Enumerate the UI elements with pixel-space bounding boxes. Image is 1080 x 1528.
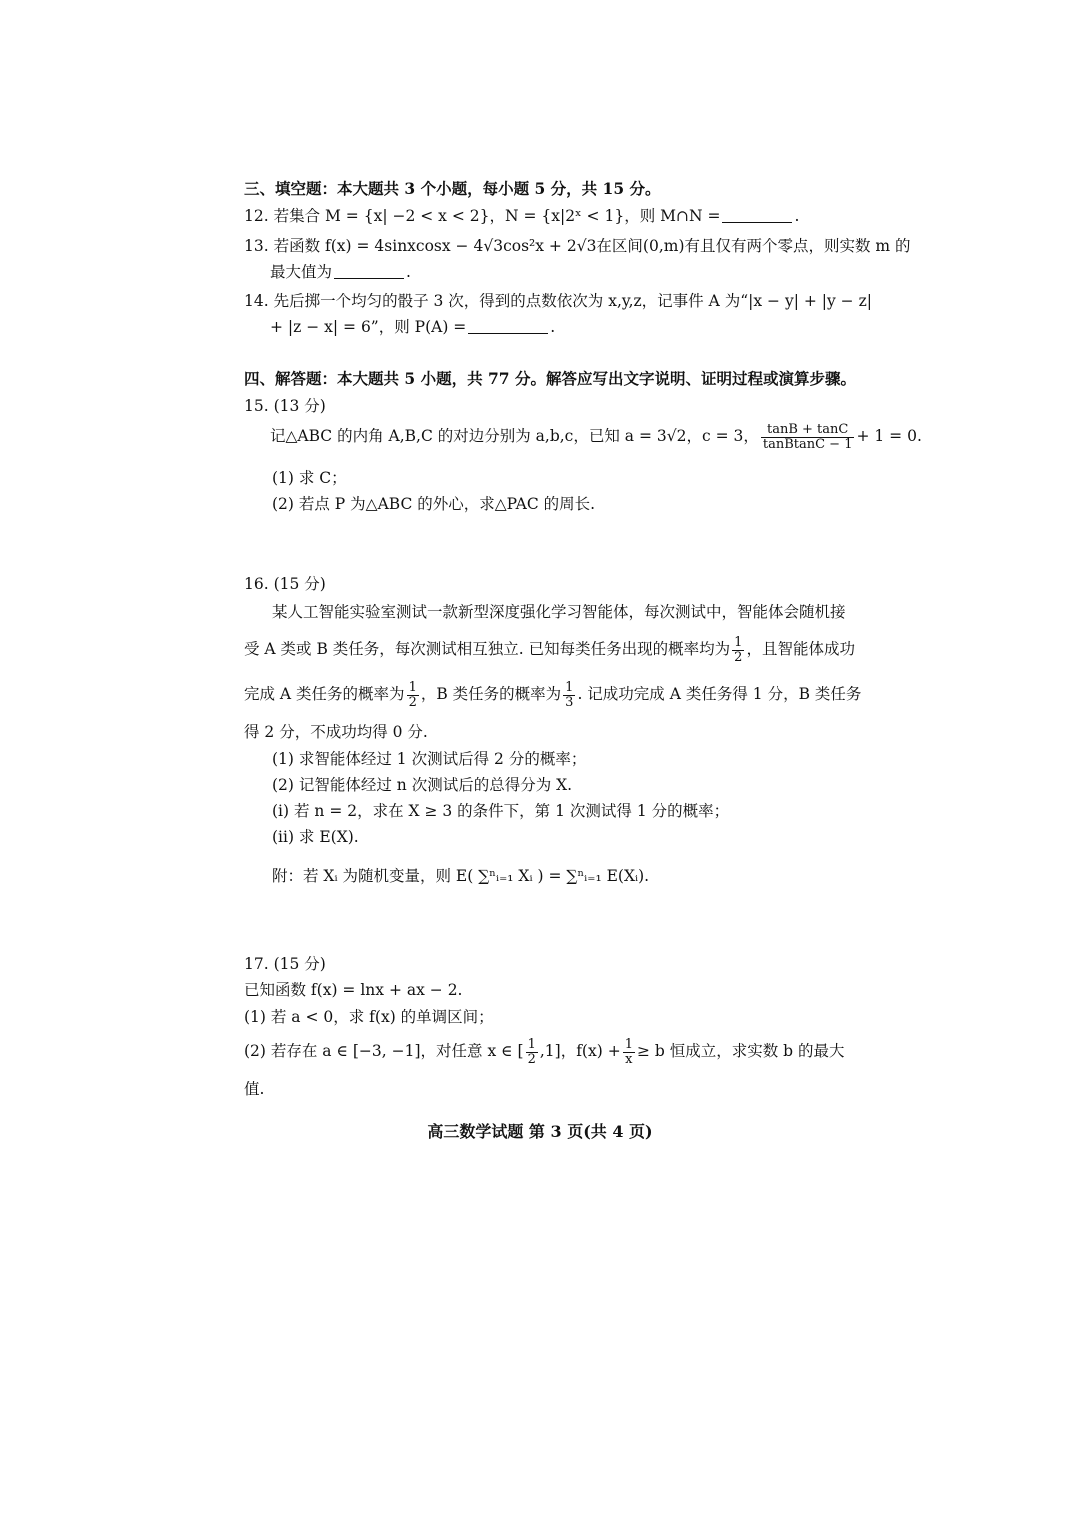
q15-stem-end: + 1 = 0. (856, 427, 922, 446)
q17-part2-end: ≥ b 恒成立，求实数 b 的最大 (636, 1042, 845, 1061)
q15-frac-numerator: tanB + tanC (761, 423, 855, 438)
q17-header: 17. (15 分) (244, 955, 326, 973)
q16-line4: 得 2 分，不成功均得 0 分. (244, 723, 428, 741)
q15-header: 15. (13 分) (244, 397, 326, 415)
q15-stem-text: 记△ABC 的内角 A,B,C 的对边分别为 a,b,c，已知 a = 3√2，c = 3， (270, 427, 759, 446)
q16-line2-text: 受 A 类或 B 类任务，每次测试相互独立. 已知每类任务出现的概率均为 (244, 640, 731, 659)
frac-denominator: 2 (408, 694, 417, 710)
q15-part2: (2) 若点 P 为△ABC 的外心，求△PAC 的周长. (272, 495, 596, 513)
q16-part2: (2) 记智能体经过 n 次测试后的总得分为 X. (272, 776, 573, 794)
frac-numerator: 1 (565, 680, 574, 695)
frac-numerator: 1 (408, 680, 417, 695)
frac-denominator: x (625, 1051, 633, 1067)
q12-end: . (794, 207, 800, 225)
q15-part1: (1) 求 C； (272, 469, 347, 487)
frac-denominator: 2 (734, 649, 743, 665)
q12-answer-blank (722, 208, 792, 223)
q17-part2-cont: 值. (244, 1080, 265, 1098)
q17-part2-text: (2) 若存在 a ∈ [−3, −1]，对任意 x ∈ [ (244, 1042, 524, 1061)
q16-line2 (244, 636, 855, 664)
q12-text: 12. 若集合 M = {x| −2 < x < 2}，N = {x|2ˣ < 1}，则 M∩N = (244, 207, 721, 225)
page-footer: 高三数学试题 第 3 页(共 4 页) (427, 1122, 653, 1141)
q17-frac-half (526, 1038, 538, 1066)
q14-line1: 14. 先后掷一个均匀的骰子 3 次，得到的点数依次为 x,y,z，记事件 A 为“|x − y| + |y − z| (244, 292, 872, 310)
q16-frac-third (563, 681, 575, 709)
q17-frac-one-over-x (623, 1038, 635, 1066)
section4-title: 四、解答题：本大题共 5 小题，共 77 分。解答应写出文字说明、证明过程或演算步骤。 (244, 369, 856, 388)
section3-title: 三、填空题：本大题共 3 个小题，每小题 5 分，共 15 分。 (244, 179, 661, 198)
q16-line2-end: ，且智能体成功 (746, 640, 855, 659)
q16-part2-i: (ⅰ) 若 n = 2，求在 X ≥ 3 的条件下，第 1 次测试得 1 分的概率； (272, 802, 730, 820)
q14-end: . (550, 318, 556, 336)
q13-answer-blank (334, 264, 404, 279)
q16-part2-ii: (ⅱ) 求 E(X). (272, 828, 359, 846)
q16-part1: (1) 求智能体经过 1 次测试后得 2 分的概率； (272, 750, 587, 768)
q17-part2 (244, 1038, 845, 1066)
q12-line (244, 207, 799, 226)
q14-line2 (270, 318, 555, 337)
q14-answer-blank (468, 319, 548, 334)
q15-frac-denominator: tanBtanC − 1 (762, 436, 853, 452)
q16-line3 (244, 681, 861, 709)
q16-frac-half (732, 636, 744, 664)
q16-line3-c: . 记成功完成 A 类任务得 1 分，B 类任务 (577, 685, 862, 704)
q13-line1: 13. 若函数 f(x) = 4sinxcosx − 4√3cos²x + 2√3在区间(0,m)有且仅有两个零点，则实数 m 的 (244, 237, 911, 255)
q17-part1: (1) 若 a < 0，求 f(x) 的单调区间； (244, 1008, 494, 1026)
q17-part2-mid: ,1]，f(x) + (539, 1042, 621, 1061)
q13-line2 (270, 263, 411, 282)
frac-numerator: 1 (734, 635, 743, 650)
frac-numerator: 1 (624, 1037, 633, 1052)
q16-line3-a: 完成 A 类任务的概率为 (244, 685, 405, 704)
q14-text2: + |z − x| = 6”，则 P(A) = (270, 318, 467, 336)
q16-line3-b: ，B 类任务的概率为 (420, 685, 562, 704)
q13-text2: 最大值为 (270, 263, 333, 281)
q15-fraction (761, 423, 855, 451)
frac-denominator: 3 (565, 694, 574, 710)
q13-end: . (406, 263, 411, 281)
q15-stem (270, 423, 922, 451)
frac-denominator: 2 (527, 1051, 536, 1067)
q16-header: 16. (15 分) (244, 575, 326, 593)
q16-frac-half-2 (407, 681, 419, 709)
frac-numerator: 1 (527, 1037, 536, 1052)
q16-line1: 某人工智能实验室测试一款新型深度强化学习智能体，每次测试中，智能体会随机接 (272, 603, 846, 621)
q16-note: 附：若 Xᵢ 为随机变量，则 E( ∑ⁿᵢ₌₁ Xᵢ ) = ∑ⁿᵢ₌₁ E(Xᵢ). (272, 867, 650, 885)
q17-stem: 已知函数 f(x) = lnx + ax − 2. (244, 981, 463, 999)
